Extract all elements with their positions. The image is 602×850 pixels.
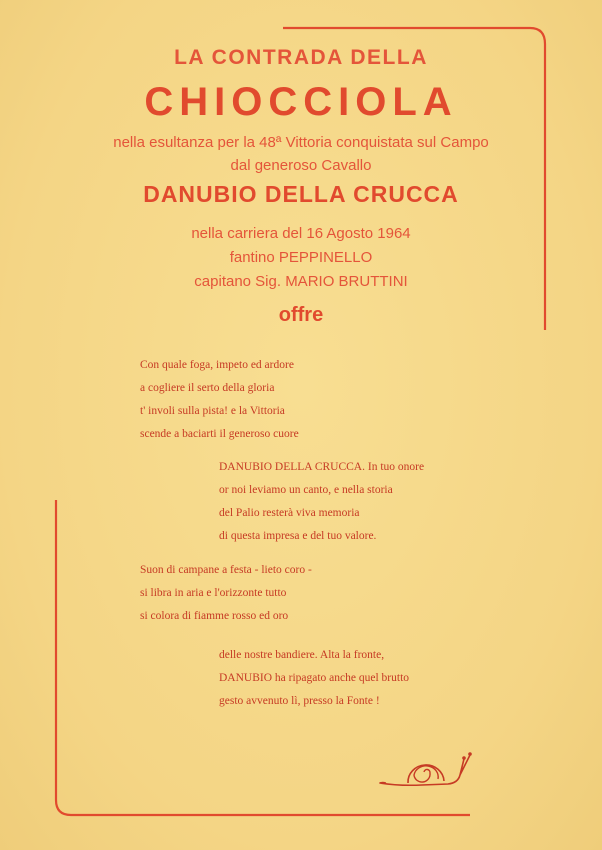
jockey-line: fantino PEPPINELLO <box>229 249 373 266</box>
poem-line: Con quale foga, impeto ed ardore <box>140 359 294 371</box>
poem-line: di questa impresa e del tuo valore. <box>219 530 377 542</box>
horse-name: DANUBIO DELLA CRUCCA <box>143 181 459 207</box>
poem-line: gesto avvenuto lì, presso la Fonte ! <box>219 695 380 707</box>
poem-stanza-4 <box>219 644 409 713</box>
poem-line: si colora di fiamme rosso ed oro <box>140 610 289 622</box>
subtitle-horse-intro: dal generoso Cavallo <box>230 157 372 174</box>
poem-line: Suon di campane a festa - lieto coro - <box>140 564 312 576</box>
poem-stanza-3 <box>140 559 312 628</box>
snail-icon <box>378 745 474 793</box>
poem-line: t' involi sulla pista! e la Vittoria <box>140 405 285 417</box>
poem-line: delle nostre bandiere. Alta la fronte, <box>219 649 385 661</box>
poem-line: del Palio resterà viva memoria <box>219 507 360 519</box>
captain-line: capitano Sig. MARIO BRUTTINI <box>194 273 408 290</box>
poem-line: DANUBIO DELLA CRUCCA. In tuo onore <box>219 461 425 473</box>
race-date: nella carriera del 16 Agosto 1964 <box>191 225 411 242</box>
poem-line: or noi leviamo un canto, e nella storia <box>219 484 393 496</box>
poem-stanza-1 <box>140 354 299 446</box>
title-contrada: CHIOCCIOLA <box>144 80 458 124</box>
offer-word: offre <box>278 304 324 326</box>
poem-stanza-2 <box>219 456 424 548</box>
poem-line: a cogliere il serto della gloria <box>140 382 275 394</box>
subtitle-victory: nella esultanza per la 48ª Vittoria conquistata sul Campo <box>113 134 489 151</box>
poem-line: scende a baciarti il generoso cuore <box>140 428 299 440</box>
poem-line: DANUBIO ha ripagato anche quel brutto <box>219 672 410 684</box>
poem-line: si libra in aria e l'orizzonte tutto <box>140 587 287 599</box>
title-line-1: LA CONTRADA DELLA <box>174 46 428 69</box>
